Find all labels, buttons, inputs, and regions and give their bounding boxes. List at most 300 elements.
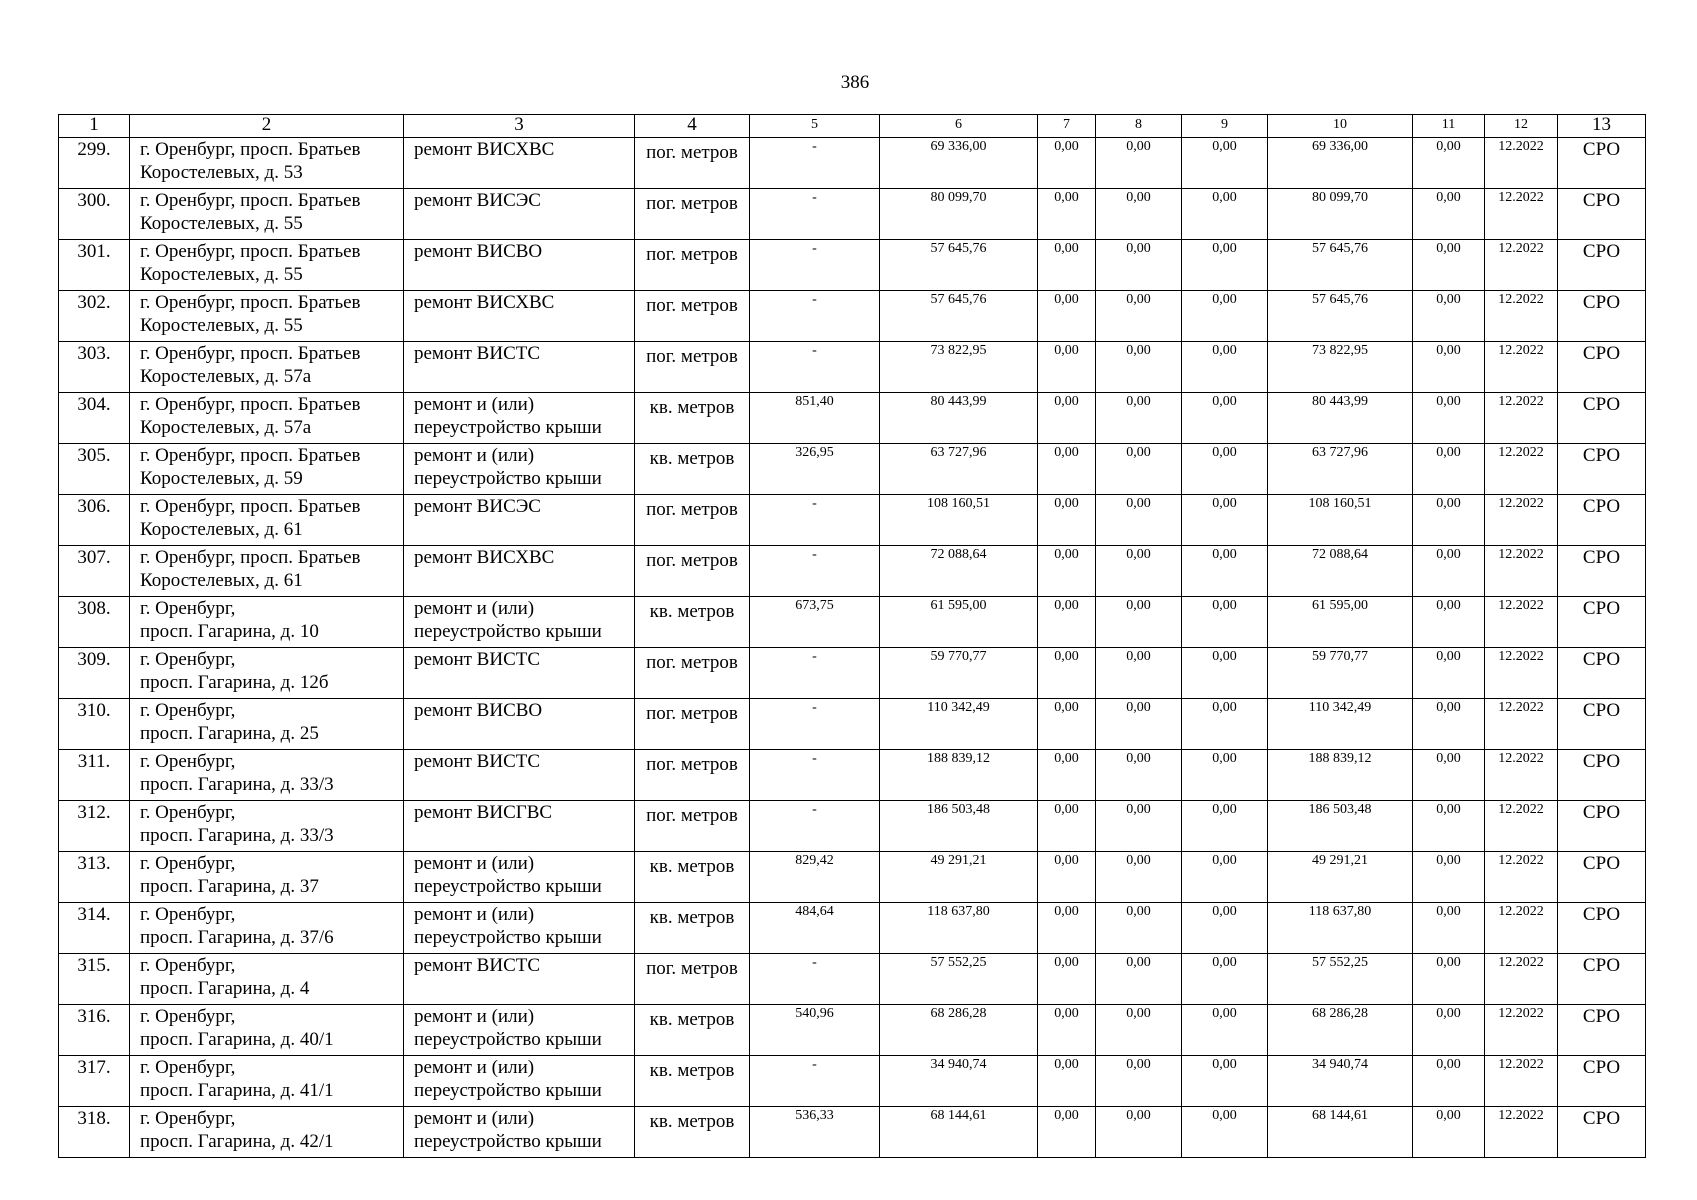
fund-cell-8: 0,00 bbox=[1096, 1107, 1182, 1158]
volume-cell: - bbox=[750, 801, 880, 852]
work-type-cell: ремонт ВИСХВС bbox=[404, 138, 635, 189]
row-number: 317. bbox=[59, 1056, 130, 1107]
owner-funds-cell: 57 645,76 bbox=[1268, 291, 1413, 342]
fund-cell-7: 0,00 bbox=[1038, 597, 1096, 648]
row-number: 307. bbox=[59, 546, 130, 597]
fund-cell-9: 0,00 bbox=[1182, 597, 1268, 648]
column-header: 7 bbox=[1038, 115, 1096, 138]
total-cost-cell: 63 727,96 bbox=[880, 444, 1038, 495]
completion-date-cell: 12.2022 bbox=[1485, 1107, 1558, 1158]
fund-method-cell: СРО bbox=[1558, 342, 1646, 393]
unit-cell: пог. метров bbox=[635, 801, 750, 852]
address-line-2: Коростелевых, д. 59 bbox=[140, 468, 303, 489]
row-number: 314. bbox=[59, 903, 130, 954]
other-funds-cell: 0,00 bbox=[1413, 954, 1485, 1005]
work-type-cell: ремонт и (или) переустройство крыши bbox=[404, 852, 635, 903]
fund-cell-9: 0,00 bbox=[1182, 393, 1268, 444]
fund-cell-9: 0,00 bbox=[1182, 852, 1268, 903]
completion-date-cell: 12.2022 bbox=[1485, 444, 1558, 495]
volume-cell: 540,96 bbox=[750, 1005, 880, 1056]
total-cost-cell: 188 839,12 bbox=[880, 750, 1038, 801]
address-cell bbox=[130, 393, 404, 444]
volume-cell: - bbox=[750, 750, 880, 801]
unit-cell: пог. метров bbox=[635, 495, 750, 546]
volume-cell: - bbox=[750, 1056, 880, 1107]
fund-cell-8: 0,00 bbox=[1096, 342, 1182, 393]
other-funds-cell: 0,00 bbox=[1413, 393, 1485, 444]
address-line-1: г. Оренбург, bbox=[140, 955, 236, 976]
address-cell bbox=[130, 189, 404, 240]
fund-cell-9: 0,00 bbox=[1182, 138, 1268, 189]
fund-method-cell: СРО bbox=[1558, 1107, 1646, 1158]
volume-cell: 673,75 bbox=[750, 597, 880, 648]
unit-cell: пог. метров bbox=[635, 954, 750, 1005]
owner-funds-cell: 49 291,21 bbox=[1268, 852, 1413, 903]
volume-cell: - bbox=[750, 546, 880, 597]
other-funds-cell: 0,00 bbox=[1413, 291, 1485, 342]
total-cost-cell: 68 286,28 bbox=[880, 1005, 1038, 1056]
address-cell bbox=[130, 648, 404, 699]
unit-cell: пог. метров bbox=[635, 138, 750, 189]
total-cost-cell: 108 160,51 bbox=[880, 495, 1038, 546]
other-funds-cell: 0,00 bbox=[1413, 750, 1485, 801]
other-funds-cell: 0,00 bbox=[1413, 648, 1485, 699]
address-line-2: просп. Гагарина, д. 10 bbox=[140, 621, 319, 642]
address-line-2: просп. Гагарина, д. 41/1 bbox=[140, 1080, 334, 1101]
table-row bbox=[59, 546, 1646, 597]
address-cell bbox=[130, 291, 404, 342]
completion-date-cell: 12.2022 bbox=[1485, 138, 1558, 189]
column-header: 2 bbox=[130, 115, 404, 138]
volume-cell: - bbox=[750, 954, 880, 1005]
table-row bbox=[59, 903, 1646, 954]
unit-cell: кв. метров bbox=[635, 852, 750, 903]
address-line-2: просп. Гагарина, д. 40/1 bbox=[140, 1029, 334, 1050]
fund-cell-9: 0,00 bbox=[1182, 546, 1268, 597]
address-line-2: Коростелевых, д. 61 bbox=[140, 519, 303, 540]
fund-cell-8: 0,00 bbox=[1096, 1056, 1182, 1107]
unit-cell: кв. метров bbox=[635, 1005, 750, 1056]
address-line-2: Коростелевых, д. 55 bbox=[140, 264, 303, 285]
address-cell bbox=[130, 903, 404, 954]
fund-method-cell: СРО bbox=[1558, 801, 1646, 852]
work-type-cell: ремонт ВИСВО bbox=[404, 699, 635, 750]
fund-method-cell: СРО bbox=[1558, 1005, 1646, 1056]
fund-cell-7: 0,00 bbox=[1038, 138, 1096, 189]
fund-cell-9: 0,00 bbox=[1182, 699, 1268, 750]
fund-method-cell: СРО bbox=[1558, 393, 1646, 444]
table-row bbox=[59, 444, 1646, 495]
fund-cell-8: 0,00 bbox=[1096, 393, 1182, 444]
completion-date-cell: 12.2022 bbox=[1485, 801, 1558, 852]
fund-cell-8: 0,00 bbox=[1096, 648, 1182, 699]
volume-cell: 326,95 bbox=[750, 444, 880, 495]
owner-funds-cell: 110 342,49 bbox=[1268, 699, 1413, 750]
fund-cell-8: 0,00 bbox=[1096, 495, 1182, 546]
table-row bbox=[59, 699, 1646, 750]
fund-method-cell: СРО bbox=[1558, 597, 1646, 648]
address-line-2: просп. Гагарина, д. 42/1 bbox=[140, 1131, 334, 1152]
fund-cell-7: 0,00 bbox=[1038, 852, 1096, 903]
column-header: 9 bbox=[1182, 115, 1268, 138]
column-header: 4 bbox=[635, 115, 750, 138]
fund-cell-8: 0,00 bbox=[1096, 801, 1182, 852]
fund-cell-7: 0,00 bbox=[1038, 393, 1096, 444]
fund-cell-8: 0,00 bbox=[1096, 1005, 1182, 1056]
fund-cell-9: 0,00 bbox=[1182, 1107, 1268, 1158]
fund-method-cell: СРО bbox=[1558, 240, 1646, 291]
table-row bbox=[59, 291, 1646, 342]
volume-cell: 829,42 bbox=[750, 852, 880, 903]
total-cost-cell: 80 099,70 bbox=[880, 189, 1038, 240]
address-cell bbox=[130, 801, 404, 852]
fund-cell-9: 0,00 bbox=[1182, 801, 1268, 852]
work-type-cell: ремонт и (или) переустройство крыши bbox=[404, 1056, 635, 1107]
fund-cell-8: 0,00 bbox=[1096, 903, 1182, 954]
table-row bbox=[59, 597, 1646, 648]
volume-cell: 484,64 bbox=[750, 903, 880, 954]
address-line-1: г. Оренбург, просп. Братьев bbox=[140, 496, 361, 517]
address-cell bbox=[130, 954, 404, 1005]
table-row bbox=[59, 954, 1646, 1005]
completion-date-cell: 12.2022 bbox=[1485, 750, 1558, 801]
fund-cell-8: 0,00 bbox=[1096, 699, 1182, 750]
owner-funds-cell: 68 286,28 bbox=[1268, 1005, 1413, 1056]
volume-cell: - bbox=[750, 240, 880, 291]
fund-cell-8: 0,00 bbox=[1096, 954, 1182, 1005]
completion-date-cell: 12.2022 bbox=[1485, 291, 1558, 342]
table-row bbox=[59, 648, 1646, 699]
row-number: 306. bbox=[59, 495, 130, 546]
volume-cell: - bbox=[750, 648, 880, 699]
fund-cell-9: 0,00 bbox=[1182, 1056, 1268, 1107]
total-cost-cell: 186 503,48 bbox=[880, 801, 1038, 852]
address-line-1: г. Оренбург, просп. Братьев bbox=[140, 292, 361, 313]
completion-date-cell: 12.2022 bbox=[1485, 648, 1558, 699]
completion-date-cell: 12.2022 bbox=[1485, 189, 1558, 240]
fund-cell-7: 0,00 bbox=[1038, 342, 1096, 393]
address-line-1: г. Оренбург, просп. Братьев bbox=[140, 394, 361, 415]
total-cost-cell: 59 770,77 bbox=[880, 648, 1038, 699]
completion-date-cell: 12.2022 bbox=[1485, 495, 1558, 546]
work-type-cell: ремонт ВИСХВС bbox=[404, 291, 635, 342]
volume-cell: - bbox=[750, 495, 880, 546]
column-header: 8 bbox=[1096, 115, 1182, 138]
volume-cell: 536,33 bbox=[750, 1107, 880, 1158]
other-funds-cell: 0,00 bbox=[1413, 597, 1485, 648]
completion-date-cell: 12.2022 bbox=[1485, 1005, 1558, 1056]
volume-cell: 851,40 bbox=[750, 393, 880, 444]
row-number: 315. bbox=[59, 954, 130, 1005]
fund-cell-8: 0,00 bbox=[1096, 597, 1182, 648]
address-line-1: г. Оренбург, bbox=[140, 598, 236, 619]
fund-method-cell: СРО bbox=[1558, 648, 1646, 699]
row-number: 310. bbox=[59, 699, 130, 750]
fund-cell-7: 0,00 bbox=[1038, 954, 1096, 1005]
column-header: 6 bbox=[880, 115, 1038, 138]
address-line-1: г. Оренбург, bbox=[140, 1006, 236, 1027]
fund-cell-9: 0,00 bbox=[1182, 648, 1268, 699]
fund-cell-8: 0,00 bbox=[1096, 546, 1182, 597]
fund-cell-7: 0,00 bbox=[1038, 1056, 1096, 1107]
address-cell bbox=[130, 444, 404, 495]
column-number-row bbox=[59, 115, 1646, 138]
unit-cell: кв. метров bbox=[635, 444, 750, 495]
table-row bbox=[59, 138, 1646, 189]
page-number: 386 bbox=[840, 72, 870, 93]
total-cost-cell: 69 336,00 bbox=[880, 138, 1038, 189]
work-type-cell: ремонт ВИСГВС bbox=[404, 801, 635, 852]
unit-cell: кв. метров bbox=[635, 903, 750, 954]
work-type-cell: ремонт и (или) переустройство крыши bbox=[404, 444, 635, 495]
fund-method-cell: СРО bbox=[1558, 138, 1646, 189]
table-row bbox=[59, 495, 1646, 546]
volume-cell: - bbox=[750, 189, 880, 240]
address-line-1: г. Оренбург, просп. Братьев bbox=[140, 241, 361, 262]
total-cost-cell: 49 291,21 bbox=[880, 852, 1038, 903]
total-cost-cell: 72 088,64 bbox=[880, 546, 1038, 597]
volume-cell: - bbox=[750, 342, 880, 393]
fund-cell-7: 0,00 bbox=[1038, 291, 1096, 342]
work-type-cell: ремонт и (или) переустройство крыши bbox=[404, 903, 635, 954]
other-funds-cell: 0,00 bbox=[1413, 240, 1485, 291]
unit-cell: пог. метров bbox=[635, 342, 750, 393]
work-type-cell: ремонт ВИСТС bbox=[404, 750, 635, 801]
work-type-cell: ремонт и (или) переустройство крыши bbox=[404, 597, 635, 648]
total-cost-cell: 110 342,49 bbox=[880, 699, 1038, 750]
row-number: 312. bbox=[59, 801, 130, 852]
owner-funds-cell: 80 099,70 bbox=[1268, 189, 1413, 240]
fund-cell-7: 0,00 bbox=[1038, 699, 1096, 750]
other-funds-cell: 0,00 bbox=[1413, 444, 1485, 495]
address-line-2: Коростелевых, д. 61 bbox=[140, 570, 303, 591]
address-cell bbox=[130, 546, 404, 597]
row-number: 300. bbox=[59, 189, 130, 240]
owner-funds-cell: 57 645,76 bbox=[1268, 240, 1413, 291]
fund-cell-9: 0,00 bbox=[1182, 189, 1268, 240]
row-number: 311. bbox=[59, 750, 130, 801]
work-type-cell: ремонт ВИСЭС bbox=[404, 189, 635, 240]
column-header: 13 bbox=[1558, 115, 1646, 138]
other-funds-cell: 0,00 bbox=[1413, 801, 1485, 852]
address-line-2: просп. Гагарина, д. 33/3 bbox=[140, 825, 334, 846]
total-cost-cell: 34 940,74 bbox=[880, 1056, 1038, 1107]
address-cell bbox=[130, 1107, 404, 1158]
total-cost-cell: 118 637,80 bbox=[880, 903, 1038, 954]
owner-funds-cell: 57 552,25 bbox=[1268, 954, 1413, 1005]
total-cost-cell: 61 595,00 bbox=[880, 597, 1038, 648]
table-row bbox=[59, 393, 1646, 444]
fund-method-cell: СРО bbox=[1558, 546, 1646, 597]
address-line-1: г. Оренбург, bbox=[140, 649, 236, 670]
row-number: 309. bbox=[59, 648, 130, 699]
unit-cell: пог. метров bbox=[635, 240, 750, 291]
address-line-1: г. Оренбург, bbox=[140, 1057, 236, 1078]
address-line-2: Коростелевых, д. 57а bbox=[140, 417, 312, 438]
fund-cell-9: 0,00 bbox=[1182, 903, 1268, 954]
fund-method-cell: СРО bbox=[1558, 444, 1646, 495]
owner-funds-cell: 68 144,61 bbox=[1268, 1107, 1413, 1158]
row-number: 305. bbox=[59, 444, 130, 495]
address-cell bbox=[130, 852, 404, 903]
table-row bbox=[59, 240, 1646, 291]
work-type-cell: ремонт ВИСВО bbox=[404, 240, 635, 291]
completion-date-cell: 12.2022 bbox=[1485, 342, 1558, 393]
fund-method-cell: СРО bbox=[1558, 1056, 1646, 1107]
other-funds-cell: 0,00 bbox=[1413, 1005, 1485, 1056]
unit-cell: пог. метров bbox=[635, 750, 750, 801]
total-cost-cell: 57 645,76 bbox=[880, 291, 1038, 342]
address-line-1: г. Оренбург, bbox=[140, 700, 236, 721]
unit-cell: пог. метров bbox=[635, 699, 750, 750]
fund-cell-7: 0,00 bbox=[1038, 1005, 1096, 1056]
other-funds-cell: 0,00 bbox=[1413, 546, 1485, 597]
column-header: 3 bbox=[404, 115, 635, 138]
total-cost-cell: 57 552,25 bbox=[880, 954, 1038, 1005]
row-number: 318. bbox=[59, 1107, 130, 1158]
fund-cell-8: 0,00 bbox=[1096, 138, 1182, 189]
fund-cell-7: 0,00 bbox=[1038, 444, 1096, 495]
completion-date-cell: 12.2022 bbox=[1485, 1056, 1558, 1107]
owner-funds-cell: 59 770,77 bbox=[1268, 648, 1413, 699]
other-funds-cell: 0,00 bbox=[1413, 342, 1485, 393]
column-header: 1 bbox=[59, 115, 130, 138]
address-cell bbox=[130, 138, 404, 189]
fund-cell-8: 0,00 bbox=[1096, 291, 1182, 342]
address-line-1: г. Оренбург, bbox=[140, 802, 236, 823]
owner-funds-cell: 118 637,80 bbox=[1268, 903, 1413, 954]
table-body bbox=[59, 138, 1646, 1158]
address-line-1: г. Оренбург, просп. Братьев bbox=[140, 190, 361, 211]
row-number: 316. bbox=[59, 1005, 130, 1056]
fund-cell-7: 0,00 bbox=[1038, 189, 1096, 240]
address-cell bbox=[130, 597, 404, 648]
fund-cell-9: 0,00 bbox=[1182, 750, 1268, 801]
fund-cell-9: 0,00 bbox=[1182, 291, 1268, 342]
other-funds-cell: 0,00 bbox=[1413, 699, 1485, 750]
owner-funds-cell: 34 940,74 bbox=[1268, 1056, 1413, 1107]
work-type-cell: ремонт ВИСХВС bbox=[404, 546, 635, 597]
completion-date-cell: 12.2022 bbox=[1485, 954, 1558, 1005]
other-funds-cell: 0,00 bbox=[1413, 189, 1485, 240]
owner-funds-cell: 69 336,00 bbox=[1268, 138, 1413, 189]
fund-cell-7: 0,00 bbox=[1038, 495, 1096, 546]
row-number: 303. bbox=[59, 342, 130, 393]
fund-cell-9: 0,00 bbox=[1182, 240, 1268, 291]
address-line-2: просп. Гагарина, д. 12б bbox=[140, 672, 329, 693]
completion-date-cell: 12.2022 bbox=[1485, 597, 1558, 648]
row-number: 308. bbox=[59, 597, 130, 648]
fund-cell-8: 0,00 bbox=[1096, 240, 1182, 291]
work-type-cell: ремонт и (или) переустройство крыши bbox=[404, 1107, 635, 1158]
owner-funds-cell: 61 595,00 bbox=[1268, 597, 1413, 648]
unit-cell: кв. метров bbox=[635, 1056, 750, 1107]
address-line-1: г. Оренбург, bbox=[140, 853, 236, 874]
row-number: 313. bbox=[59, 852, 130, 903]
unit-cell: кв. метров bbox=[635, 393, 750, 444]
column-header: 5 bbox=[750, 115, 880, 138]
owner-funds-cell: 108 160,51 bbox=[1268, 495, 1413, 546]
fund-cell-7: 0,00 bbox=[1038, 801, 1096, 852]
fund-method-cell: СРО bbox=[1558, 903, 1646, 954]
fund-cell-7: 0,00 bbox=[1038, 648, 1096, 699]
column-header: 10 bbox=[1268, 115, 1413, 138]
table-row bbox=[59, 1005, 1646, 1056]
column-header: 11 bbox=[1413, 115, 1485, 138]
address-line-1: г. Оренбург, bbox=[140, 1108, 236, 1129]
other-funds-cell: 0,00 bbox=[1413, 903, 1485, 954]
row-number: 301. bbox=[59, 240, 130, 291]
fund-cell-7: 0,00 bbox=[1038, 546, 1096, 597]
fund-cell-9: 0,00 bbox=[1182, 495, 1268, 546]
completion-date-cell: 12.2022 bbox=[1485, 903, 1558, 954]
address-line-2: просп. Гагарина, д. 37/6 bbox=[140, 927, 334, 948]
row-number: 299. bbox=[59, 138, 130, 189]
volume-cell: - bbox=[750, 699, 880, 750]
total-cost-cell: 80 443,99 bbox=[880, 393, 1038, 444]
address-cell bbox=[130, 750, 404, 801]
fund-method-cell: СРО bbox=[1558, 495, 1646, 546]
total-cost-cell: 68 144,61 bbox=[880, 1107, 1038, 1158]
owner-funds-cell: 186 503,48 bbox=[1268, 801, 1413, 852]
fund-cell-9: 0,00 bbox=[1182, 444, 1268, 495]
unit-cell: пог. метров bbox=[635, 291, 750, 342]
completion-date-cell: 12.2022 bbox=[1485, 546, 1558, 597]
fund-cell-8: 0,00 bbox=[1096, 444, 1182, 495]
column-header: 12 bbox=[1485, 115, 1558, 138]
work-type-cell: ремонт ВИСТС bbox=[404, 342, 635, 393]
fund-method-cell: СРО bbox=[1558, 852, 1646, 903]
address-line-2: просп. Гагарина, д. 25 bbox=[140, 723, 319, 744]
completion-date-cell: 12.2022 bbox=[1485, 393, 1558, 444]
address-line-2: Коростелевых, д. 53 bbox=[140, 162, 303, 183]
owner-funds-cell: 73 822,95 bbox=[1268, 342, 1413, 393]
row-number: 302. bbox=[59, 291, 130, 342]
table-header bbox=[59, 115, 1646, 138]
other-funds-cell: 0,00 bbox=[1413, 495, 1485, 546]
address-cell bbox=[130, 342, 404, 393]
address-line-1: г. Оренбург, просп. Братьев bbox=[140, 139, 361, 160]
unit-cell: пог. метров bbox=[635, 546, 750, 597]
row-number: 304. bbox=[59, 393, 130, 444]
unit-cell: пог. метров bbox=[635, 189, 750, 240]
owner-funds-cell: 188 839,12 bbox=[1268, 750, 1413, 801]
fund-cell-8: 0,00 bbox=[1096, 189, 1182, 240]
capital-repair-table bbox=[58, 114, 1646, 1158]
address-line-1: г. Оренбург, просп. Братьев bbox=[140, 343, 361, 364]
fund-method-cell: СРО bbox=[1558, 750, 1646, 801]
unit-cell: пог. метров bbox=[635, 648, 750, 699]
fund-method-cell: СРО bbox=[1558, 189, 1646, 240]
completion-date-cell: 12.2022 bbox=[1485, 699, 1558, 750]
other-funds-cell: 0,00 bbox=[1413, 1056, 1485, 1107]
other-funds-cell: 0,00 bbox=[1413, 138, 1485, 189]
address-cell bbox=[130, 495, 404, 546]
table-row bbox=[59, 801, 1646, 852]
fund-cell-7: 0,00 bbox=[1038, 903, 1096, 954]
table-row bbox=[59, 189, 1646, 240]
completion-date-cell: 12.2022 bbox=[1485, 240, 1558, 291]
total-cost-cell: 57 645,76 bbox=[880, 240, 1038, 291]
unit-cell: кв. метров bbox=[635, 1107, 750, 1158]
fund-method-cell: СРО bbox=[1558, 291, 1646, 342]
address-cell bbox=[130, 699, 404, 750]
address-line-2: Коростелевых, д. 57а bbox=[140, 366, 312, 387]
work-type-cell: ремонт ВИСТС bbox=[404, 954, 635, 1005]
completion-date-cell: 12.2022 bbox=[1485, 852, 1558, 903]
work-type-cell: ремонт и (или) переустройство крыши bbox=[404, 393, 635, 444]
table-row bbox=[59, 342, 1646, 393]
